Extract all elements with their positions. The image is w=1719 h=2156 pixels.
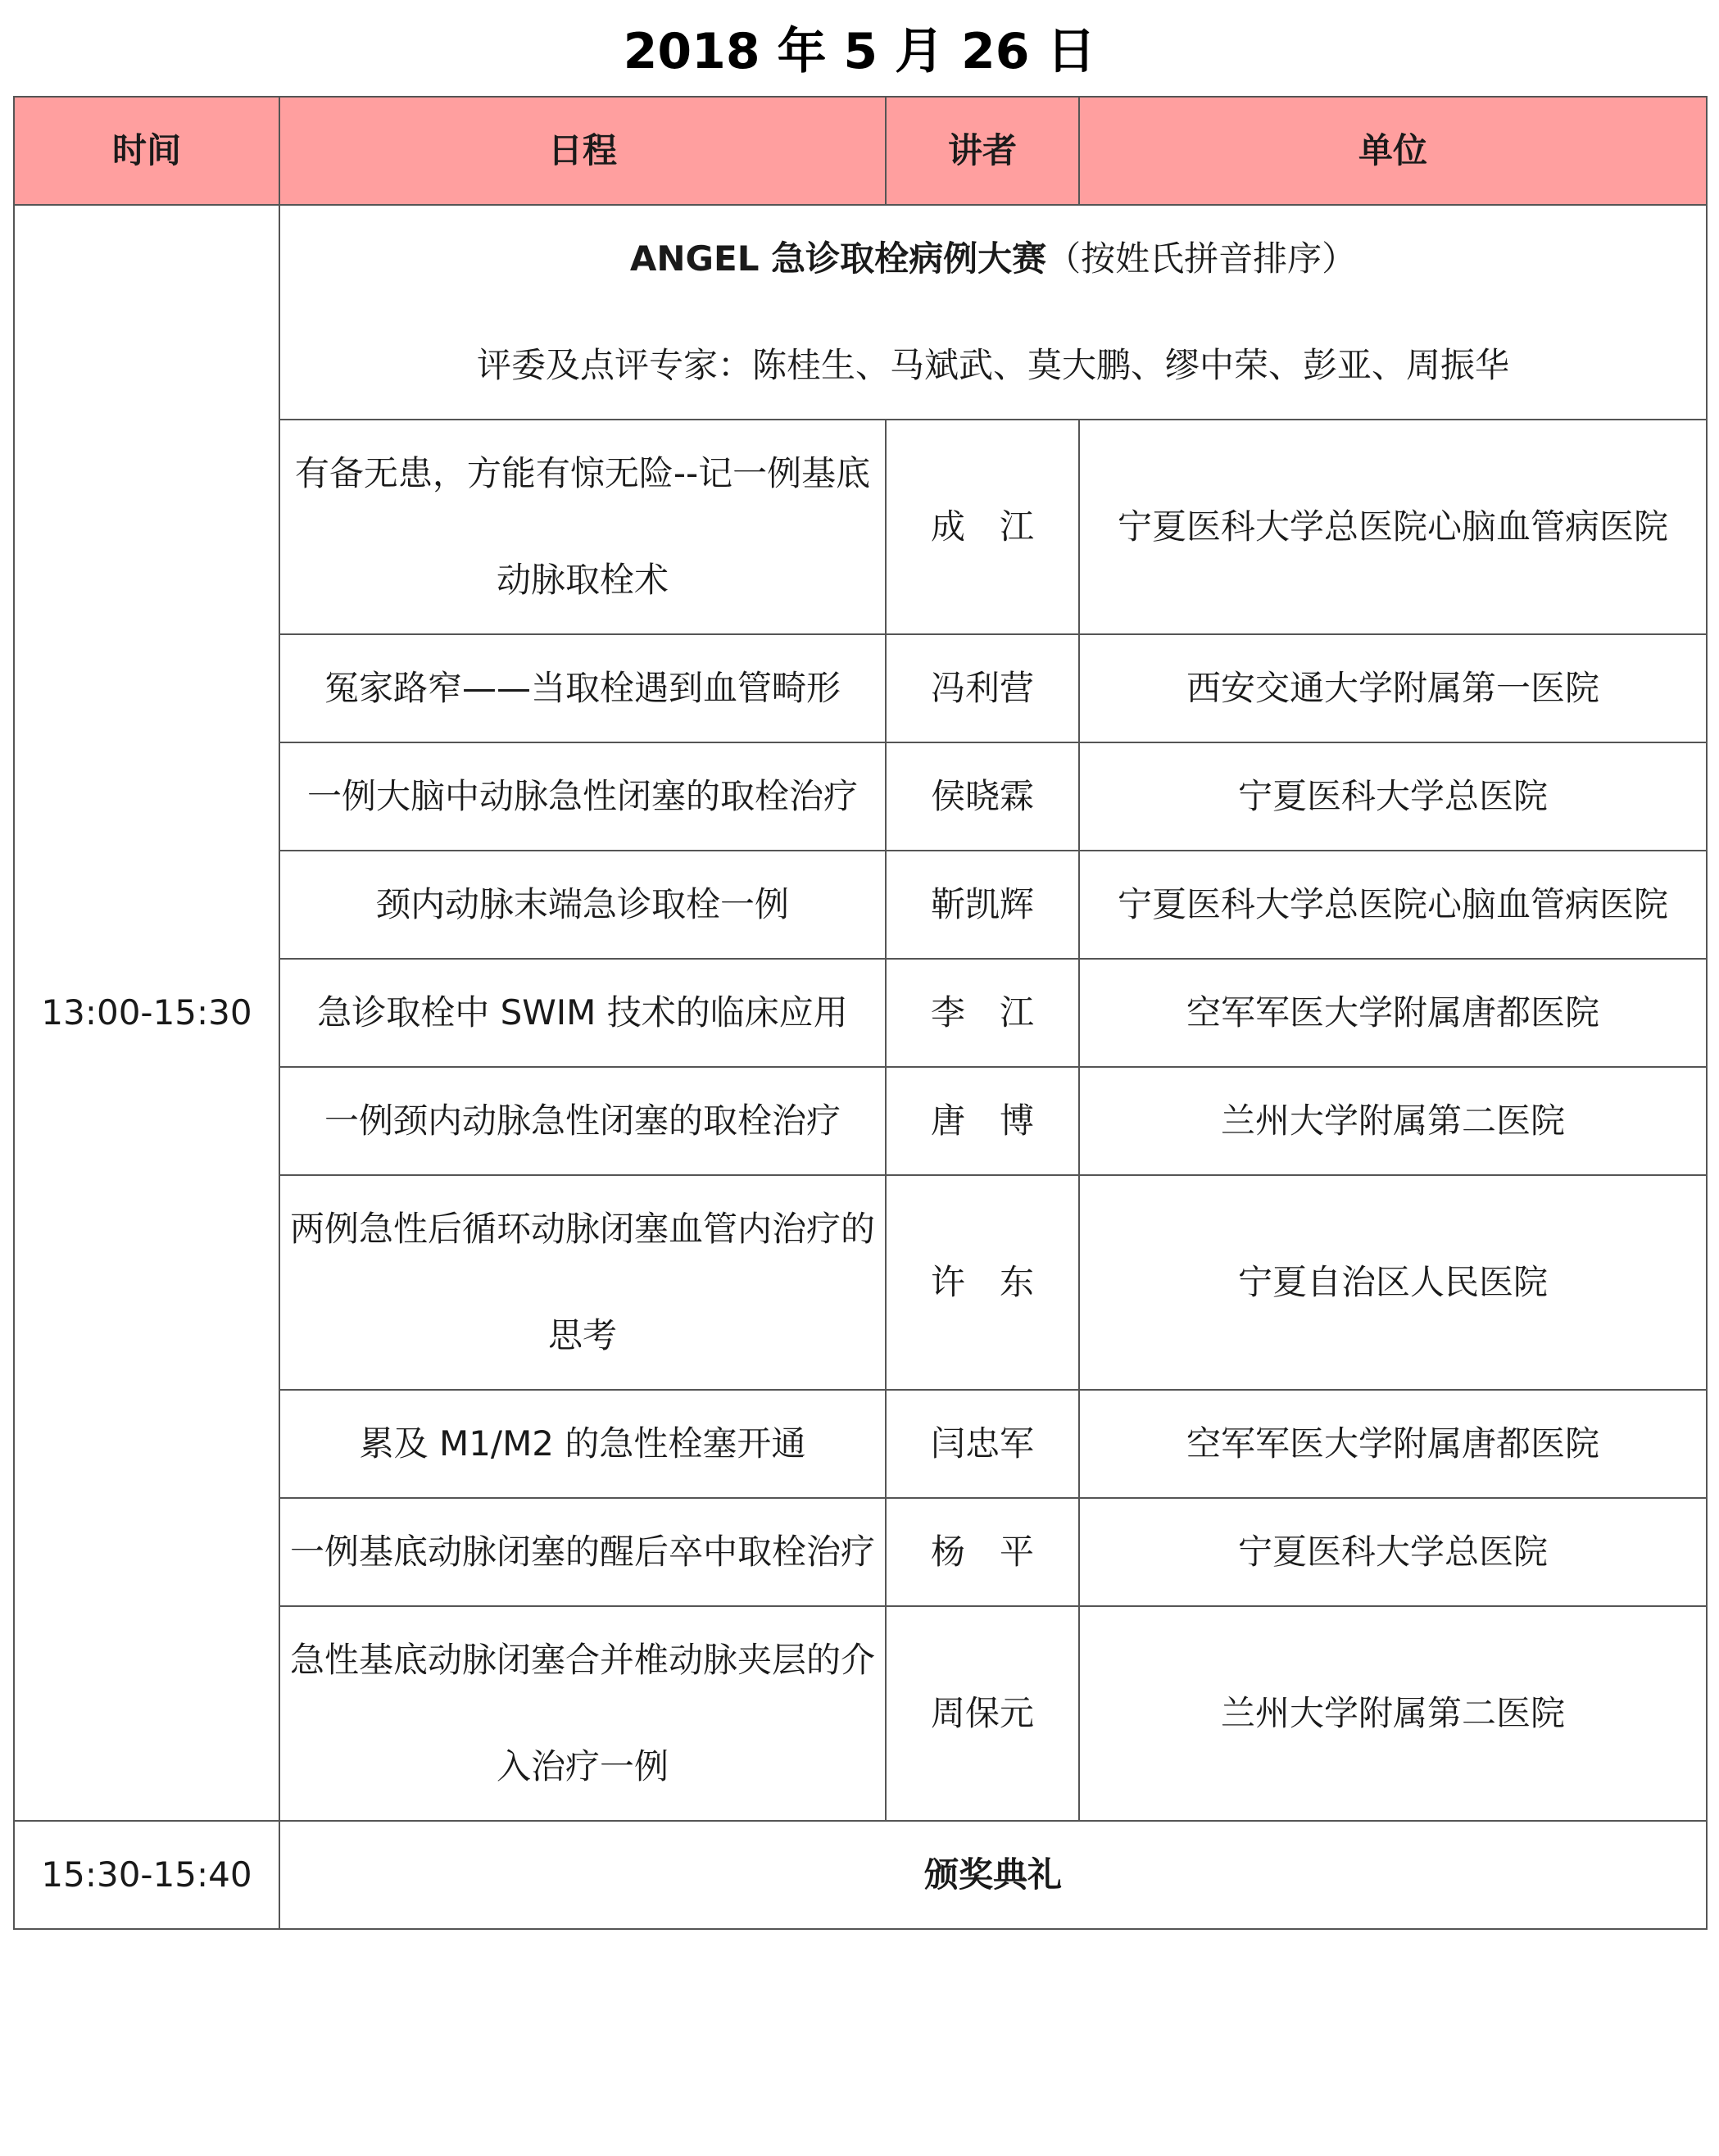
talk-institution: 宁夏医科大学总医院 bbox=[1079, 742, 1707, 851]
talk-institution: 兰州大学附属第二医院 bbox=[1079, 1067, 1707, 1175]
talk-institution: 宁夏医科大学总医院心脑血管病医院 bbox=[1079, 851, 1707, 959]
talk-speaker: 闫忠军 bbox=[886, 1390, 1079, 1498]
schedule-table bbox=[13, 96, 1708, 1930]
talk-topic: 累及 M1/M2 的急性栓塞开通 bbox=[279, 1390, 886, 1498]
session-header-row bbox=[14, 205, 1707, 420]
column-header-agenda: 日程 bbox=[279, 97, 886, 205]
talk-speaker: 李 江 bbox=[886, 959, 1079, 1067]
talk-institution: 宁夏自治区人民医院 bbox=[1079, 1175, 1707, 1390]
talk-institution: 空军军医大学附属唐都医院 bbox=[1079, 959, 1707, 1067]
award-label: 颁奖典礼 bbox=[279, 1821, 1707, 1929]
talk-institution: 宁夏医科大学总医院 bbox=[1079, 1498, 1707, 1606]
column-header-time: 时间 bbox=[14, 97, 279, 205]
talk-topic: 两例急性后循环动脉闭塞血管内治疗的思考 bbox=[279, 1175, 886, 1390]
talk-topic: 一例大脑中动脉急性闭塞的取栓治疗 bbox=[279, 742, 886, 851]
talk-topic: 一例基底动脉闭塞的醒后卒中取栓治疗 bbox=[279, 1498, 886, 1606]
column-header-institution: 单位 bbox=[1079, 97, 1707, 205]
talk-speaker: 杨 平 bbox=[886, 1498, 1079, 1606]
talk-institution: 兰州大学附属第二医院 bbox=[1079, 1606, 1707, 1821]
talk-topic: 一例颈内动脉急性闭塞的取栓治疗 bbox=[279, 1067, 886, 1175]
talk-institution: 西安交通大学附属第一医院 bbox=[1079, 634, 1707, 742]
talk-speaker: 周保元 bbox=[886, 1606, 1079, 1821]
talk-speaker: 许 东 bbox=[886, 1175, 1079, 1390]
talk-institution: 空军军医大学附属唐都医院 bbox=[1079, 1390, 1707, 1498]
session-title: ANGEL 急诊取栓病例大赛 bbox=[629, 238, 1047, 279]
session-time: 13:00-15:30 bbox=[14, 205, 279, 1821]
session-judges: 评委及点评专家：陈桂生、马斌武、莫大鹏、缪中荣、彭亚、周振华 bbox=[476, 345, 1509, 385]
talk-speaker: 侯晓霖 bbox=[886, 742, 1079, 851]
talk-institution: 宁夏医科大学总医院心脑血管病医院 bbox=[1079, 420, 1707, 634]
session-title-line bbox=[288, 206, 1698, 312]
talk-topic: 急诊取栓中 SWIM 技术的临床应用 bbox=[279, 959, 886, 1067]
column-header-speaker: 讲者 bbox=[886, 97, 1079, 205]
talk-speaker: 成 江 bbox=[886, 420, 1079, 634]
talk-topic: 有备无患，方能有惊无险--记一例基底动脉取栓术 bbox=[279, 420, 886, 634]
talk-topic: 颈内动脉末端急诊取栓一例 bbox=[279, 851, 886, 959]
page-title: 2018 年 5 月 26 日 bbox=[623, 22, 1096, 80]
talk-topic: 急性基底动脉闭塞合并椎动脉夹层的介入治疗一例 bbox=[279, 1606, 886, 1821]
talk-topic: 冤家路窄——当取栓遇到血管畸形 bbox=[279, 634, 886, 742]
session-heading bbox=[279, 205, 1707, 420]
talk-speaker: 唐 博 bbox=[886, 1067, 1079, 1175]
header-row bbox=[14, 97, 1707, 205]
talk-speaker: 冯利营 bbox=[886, 634, 1079, 742]
award-time: 15:30-15:40 bbox=[14, 1821, 279, 1929]
talk-speaker: 靳凯辉 bbox=[886, 851, 1079, 959]
award-row bbox=[14, 1821, 1707, 1929]
session-note: （按姓氏拼音排序） bbox=[1046, 238, 1357, 279]
